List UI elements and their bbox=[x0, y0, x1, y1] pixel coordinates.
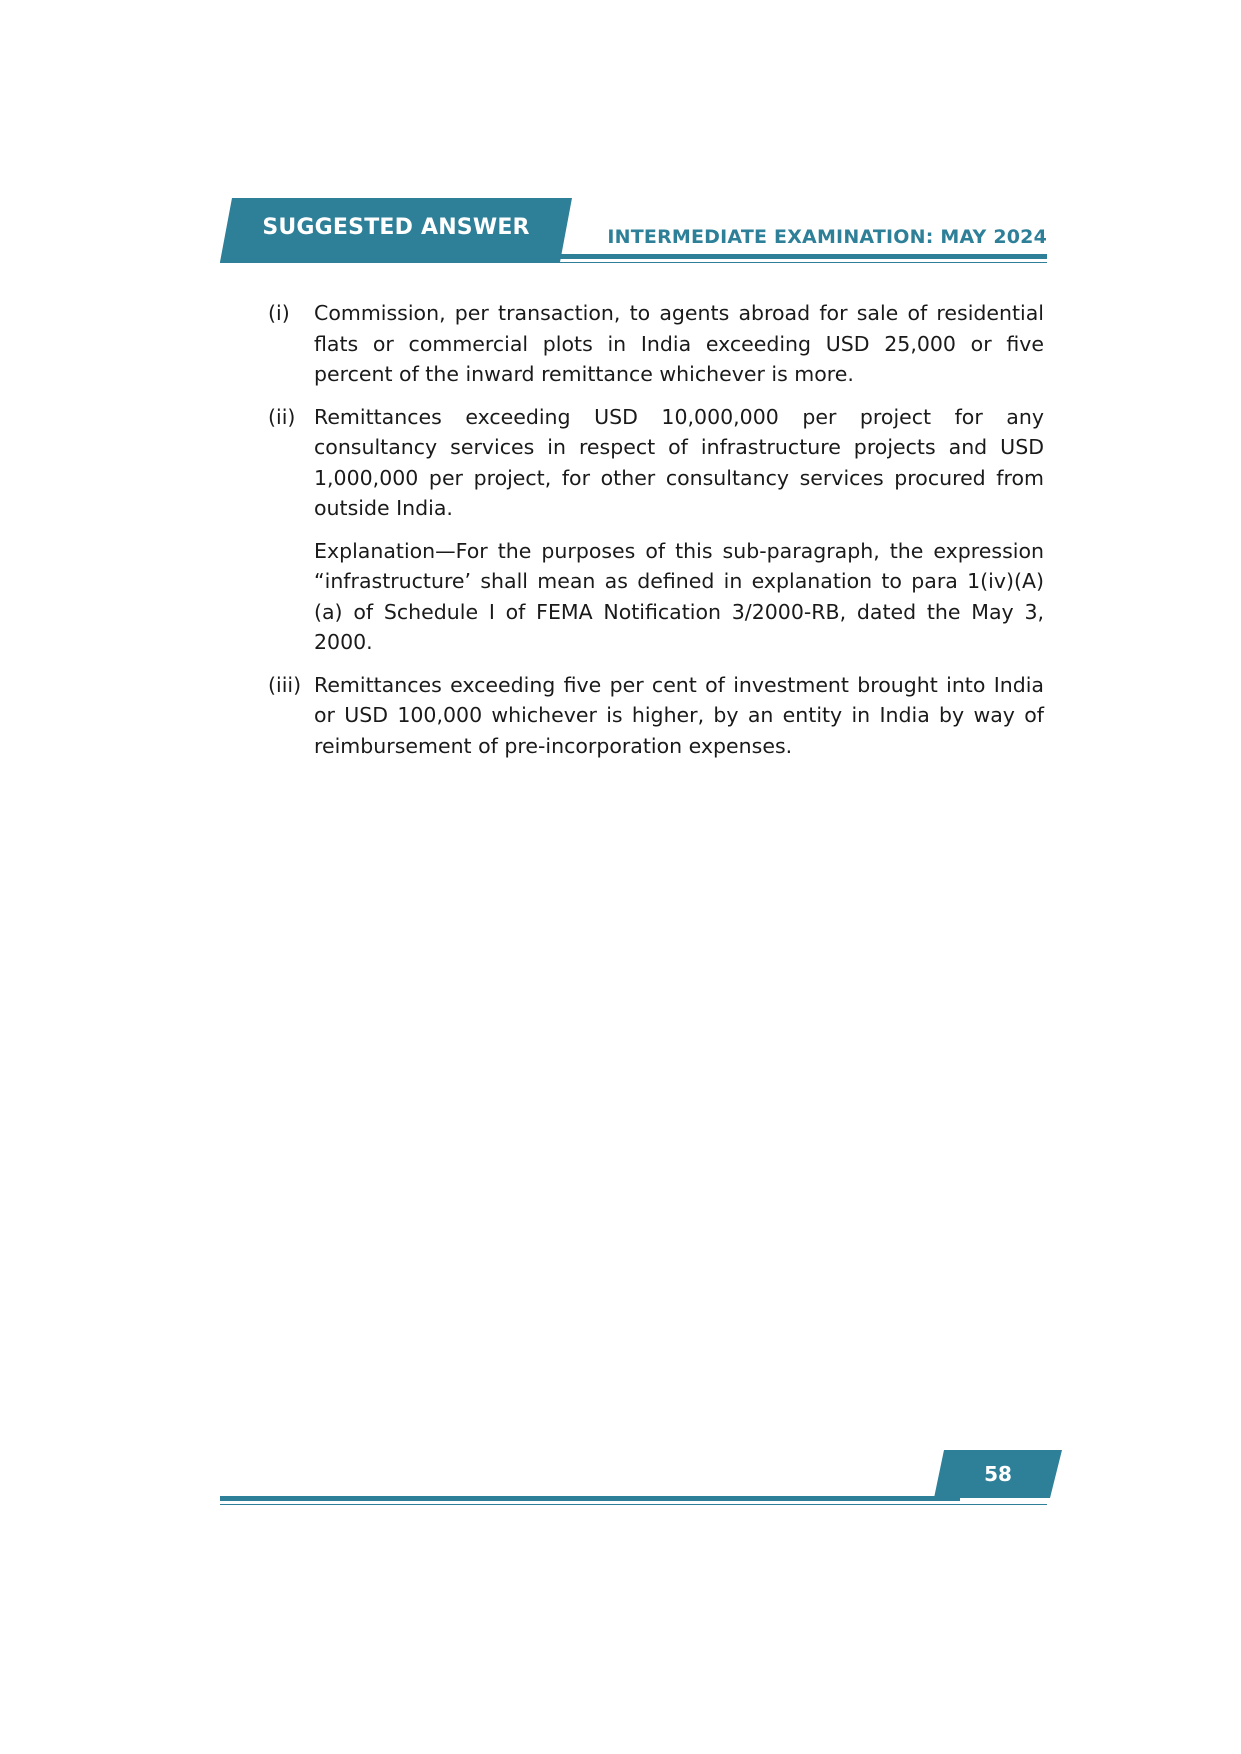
header-tab-label: SUGGESTED ANSWER bbox=[262, 215, 530, 240]
header-tab bbox=[220, 198, 572, 262]
list-item-number: (ii) bbox=[268, 404, 296, 429]
exam-title: INTERMEDIATE EXAMINATION: MAY 2024 bbox=[607, 226, 1047, 248]
list-item-number: (iii) bbox=[268, 672, 302, 697]
list-item-text: Remittances exceeding five per cent of investment brought into India or USD 100,000 whichever is higher, by an entity in India by way of reimbursement of pre-incorporation expenses. bbox=[314, 672, 1044, 758]
footer-rule-thin bbox=[220, 1504, 1047, 1505]
list-item bbox=[268, 670, 1044, 762]
explanation-paragraph: Explanation—For the purposes of this sub-paragraph, the expression “infrastructure’ shall mean as defined in explanation to para 1(iv)(A)(a) of Schedule I of FEMA Notification 3/2000-RB, dated the May 3, 2000. bbox=[314, 538, 1044, 654]
list-item-text: Remittances exceeding USD 10,000,000 per project for any consultancy services in respect of infrastructure projects and USD 1,000,000 per project, for other consultancy services procured from outside India. bbox=[314, 404, 1044, 520]
page-number: 58 bbox=[984, 1462, 1012, 1486]
header-rule bbox=[552, 254, 1047, 259]
header-rule-thin bbox=[220, 262, 1047, 263]
list-item bbox=[268, 402, 1044, 524]
list-item-number: (i) bbox=[268, 301, 290, 325]
list-item-text: Commission, per transaction, to agents abroad for sale of residential flats or commercial plots in India exceeding USD 25,000 or five percent of the inward remittance whichever is more. bbox=[314, 301, 1044, 386]
page-number-tab bbox=[934, 1450, 1062, 1501]
list-item bbox=[268, 298, 1044, 390]
footer-rule bbox=[220, 1496, 960, 1501]
answer-body bbox=[268, 298, 1044, 773]
